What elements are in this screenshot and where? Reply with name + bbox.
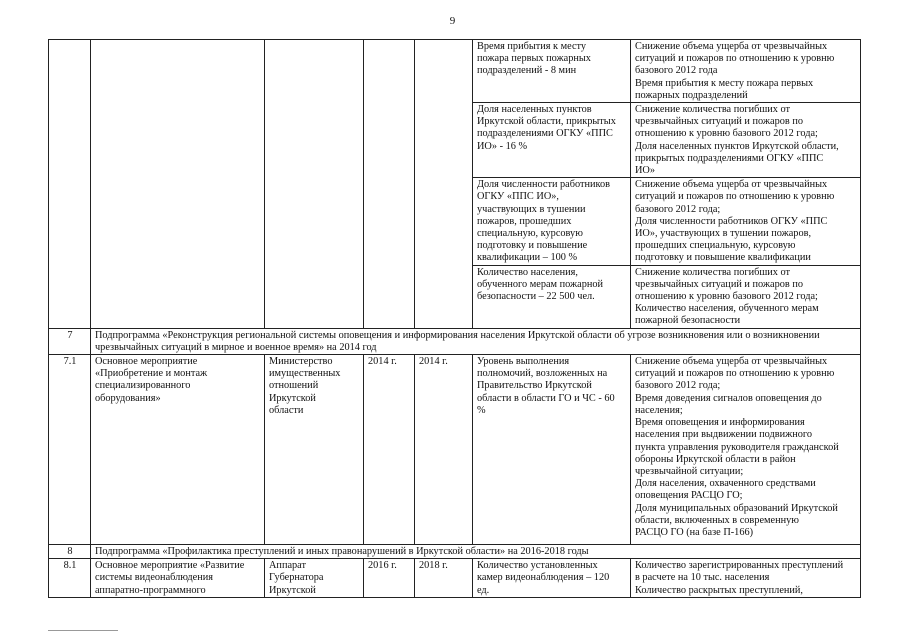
result-cell: Снижение количества погибших от чрезвычайных ситуаций и пожаров по отношению к уровню базового 2012 года; Доля населенных пунктов Иркутской области, прикрытых подразделениями ОГКУ «ППС ИО»	[631, 103, 861, 178]
section-number: 8	[49, 545, 91, 559]
result-cell: Количество зарегистрированных преступлений в расчете на 10 тыс. населения Количество раскрытых преступлений,	[631, 559, 861, 598]
result-cell: Снижение объема ущерба от чрезвычайных ситуаций и пожаров по отношению к уровню базового 2012 года; Время доведения сигналов оповещения до населения; Время оповещения и информирования населения при выдвижении подвижного пункта управления руководителя гражданской обороны Иркутской области в район чрезвычайной ситуации; Доля населения, охваченного средствами оповещения РАСЦО ГО; Доля муниципальных образований Иркутской области, включенных в современную РАСЦО ГО (на базе П-166)	[631, 355, 861, 545]
row-number: 7.1	[49, 355, 91, 545]
indicator-cell: Уровень выполнения полномочий, возложенных на Правительство Иркутской области в области ГО и ЧС - 60 %	[473, 355, 631, 545]
page-number: 9	[449, 15, 456, 27]
section-title: Подпрограмма «Реконструкция региональной системы оповещения и информирования населения Иркутской области об угрозе возникновения или о возникновении чрезвычайных ситуаций в мирное и военное время» на 2014 год	[91, 328, 861, 354]
end-cell	[415, 40, 473, 329]
table-row-8-1	[49, 559, 861, 598]
indicator-cell: Доля населенных пунктов Иркутской области, прикрытых подразделениями ОГКУ «ППС ИО» - 16 %	[473, 103, 631, 178]
section-row-8	[49, 545, 861, 559]
program-table	[48, 39, 861, 598]
activity-cell	[91, 40, 265, 329]
end-date-cell: 2018 г.	[415, 559, 473, 598]
indicator-cell: Время прибытия к месту пожара первых пожарных подразделений - 8 мин	[473, 40, 631, 103]
activity-cell: Основное мероприятие «Развитие системы видеонаблюдения аппаратно-программного	[91, 559, 265, 598]
end-date-cell: 2014 г.	[415, 355, 473, 545]
result-cell: Снижение количества погибших от чрезвычайных ситуаций и пожаров по отношению к уровню базового 2012 года; Количество населения, обученного мерам пожарной безопасности	[631, 265, 861, 328]
section-row-7	[49, 328, 861, 354]
result-cell: Снижение объема ущерба от чрезвычайных ситуаций и пожаров по отношению к уровню базового 2012 года; Доля численности работников ОГКУ «ППС ИО», участвующих в тушении пожаров, прошедших специальную, курсовую подготовку и повышение квалификации	[631, 178, 861, 265]
indicator-cell: Количество населения, обученного мерам пожарной безопасности – 22 500 чел.	[473, 265, 631, 328]
table-row-7-1	[49, 355, 861, 545]
start-date-cell: 2014 г.	[364, 355, 415, 545]
executor-cell	[265, 40, 364, 329]
footer-rule	[48, 630, 118, 631]
row-number: 8.1	[49, 559, 91, 598]
section-number: 7	[49, 328, 91, 354]
section-title: Подпрограмма «Профилактика преступлений и иных правонарушений в Иркутской области» на 2016-2018 годы	[91, 545, 861, 559]
indicator-cell: Доля численности работников ОГКУ «ППС ИО», участвующих в тушении пожаров, прошедших специальную, курсовую подготовку и повышение квалификации – 100 %	[473, 178, 631, 265]
executor-cell: Аппарат Губернатора Иркутской	[265, 559, 364, 598]
start-cell	[364, 40, 415, 329]
executor-cell: Министерство имущественных отношений Иркутской области	[265, 355, 364, 545]
result-cell: Снижение объема ущерба от чрезвычайных ситуаций и пожаров по отношению к уровню базового 2012 года Время прибытия к месту пожара первых пожарных подразделений	[631, 40, 861, 103]
table-row	[49, 40, 861, 103]
activity-cell: Основное мероприятие «Приобретение и монтаж специализированного оборудования»	[91, 355, 265, 545]
indicator-cell: Количество установленных камер видеонаблюдения – 120 ед.	[473, 559, 631, 598]
start-date-cell: 2016 г.	[364, 559, 415, 598]
num-cell	[49, 40, 91, 329]
